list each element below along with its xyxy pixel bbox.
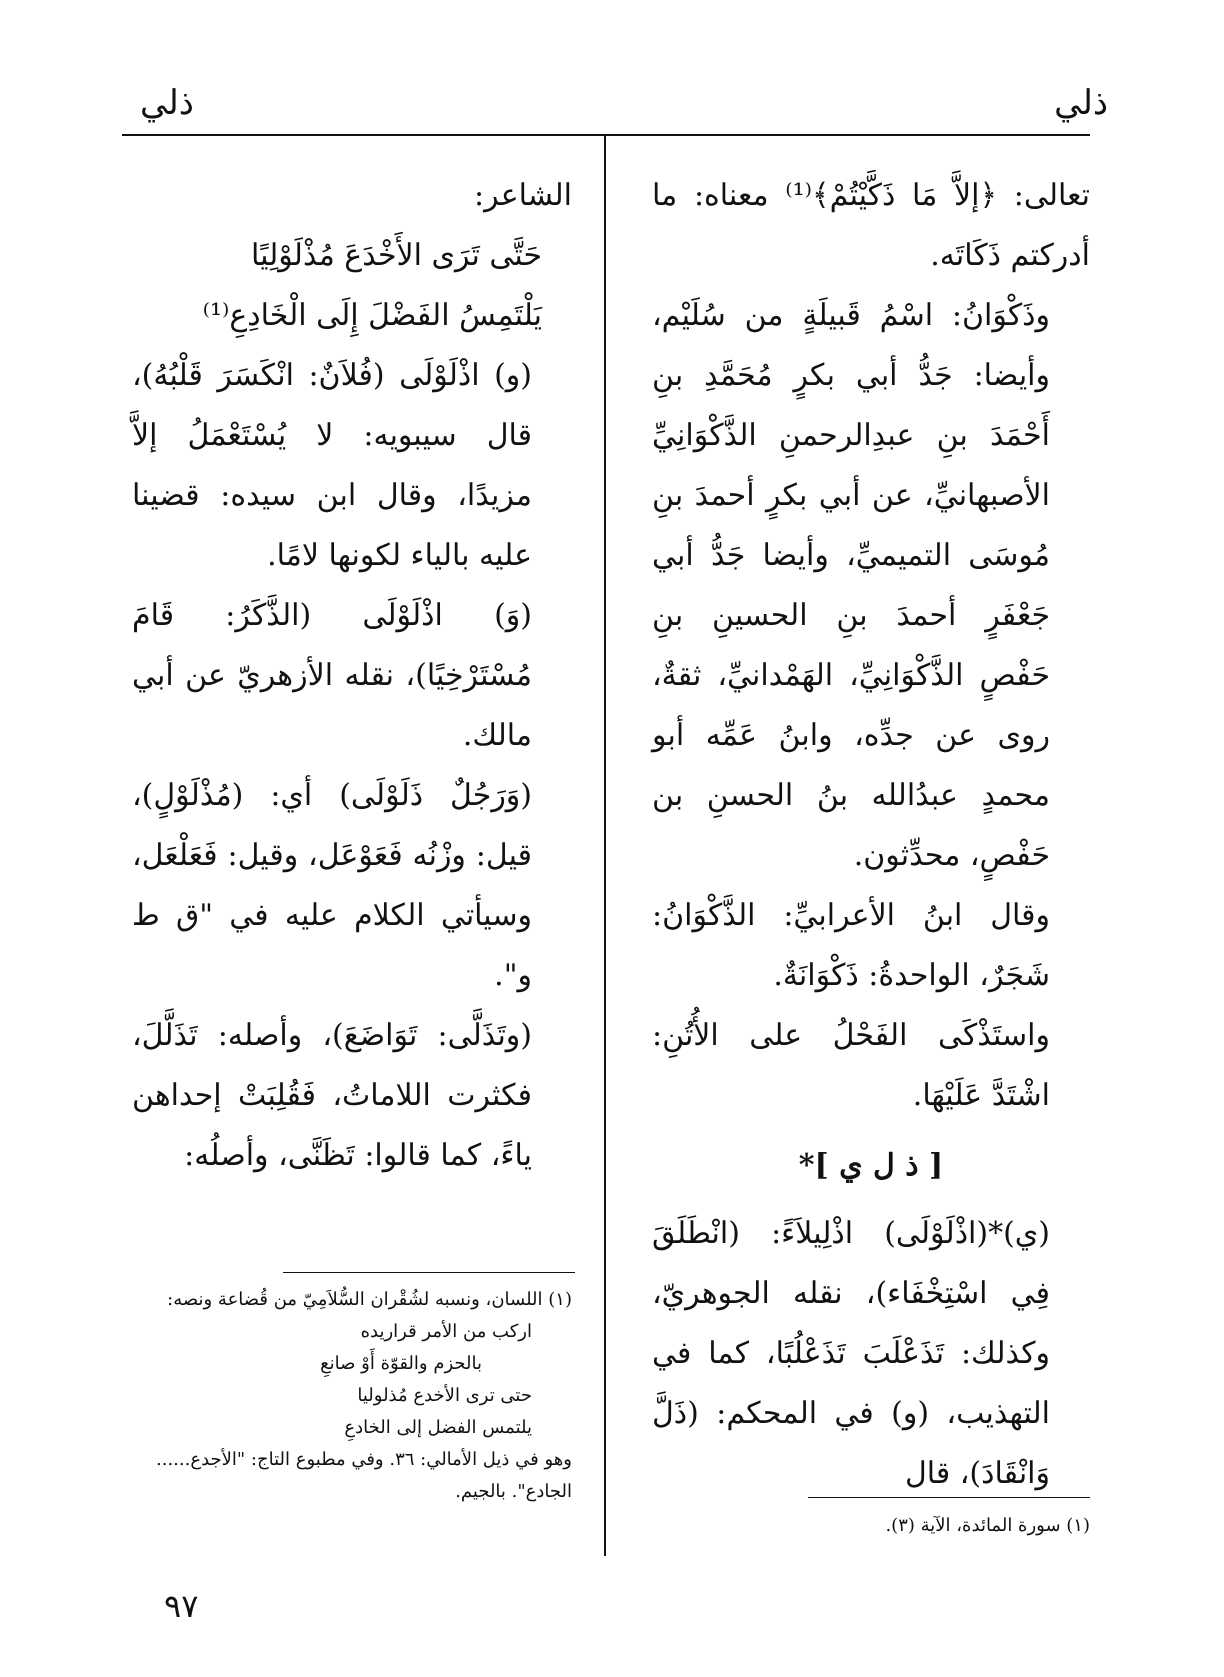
- column-divider: [604, 136, 606, 1556]
- paragraph-poet: الشاعر:: [474, 178, 572, 213]
- paragraph: تعالى: ﴿إلاَّ مَا ذَكَّيْتُمْ﴾⁽¹⁾ معناه: ما أدركتم ذَكَاتَه.: [652, 178, 1090, 273]
- page-number: ٩٧: [164, 1587, 199, 1625]
- footnote-verse: يلتمس الفضل إلى الخادعِ: [344, 1417, 532, 1438]
- footnote-verse: حتى ترى الأخدع مُذلوليا: [357, 1385, 532, 1406]
- footnotes-right: [652, 1510, 1090, 1542]
- verse-line: حَتَّى تَرَى الأَخْدَعَ مُذْلَوْلِيًا: [250, 238, 542, 273]
- left-column: [132, 166, 572, 1186]
- footnote: (١) اللسان، ونسبه لشُقْران السُّلاَمِيّ من قُضاعة ونصه:: [167, 1289, 572, 1310]
- entry-heading: [ ذ ل ي ]*: [798, 1148, 944, 1183]
- paragraph-dhakar: (وَ) اذْلَوْلَى (الذَّكَرُ: قَامَ مُسْتَرْخِيًا)، نقله الأزهريّ عن أبي مالك.: [132, 598, 532, 753]
- footnote-verse: اركب من الأمر قراريده: [360, 1321, 532, 1342]
- paragraph-idhlawla: (ي)*(اذْلَوْلَى) اذْلِيلاَءً: (انْطَلَقَ فِي اسْتِخْفَاء)، نقله الجوهريّ، وكذلك: تَذَعْلَبَ تَذَعْلُبًا، كما في التهذيب، (و) في المحكم: (ذَلَّ وَانْقَادَ)، قال: [652, 1216, 1050, 1491]
- paragraph-rajul: (وَرَجُلٌ ذَلَوْلَى) أي: (مُذْلَوْلٍ)، قيل: وزْنُه فَعَوْعَل، وقيل: فَعَلْعَل، وسيأتي الكلام عليه في "ق ط و".: [132, 778, 532, 993]
- footnote-verse: بالحزم والقوّة أَوْ صانعِ: [320, 1353, 482, 1374]
- paragraph-inkasara: (و) اذْلَوْلَى (فُلاَنٌ: انْكَسَرَ قَلْبُهُ)، قال سيبويه: لا يُسْتَعْمَلُ إلاَّ مزيدًا، وقال ابن سيده: قضينا عليه بالياء لكونها لامًا.: [132, 358, 532, 573]
- footnotes-left: [132, 1284, 572, 1508]
- footnote-rule-right: [808, 1497, 1090, 1498]
- paragraph-ibn-arabi: وقال ابنُ الأعرابيِّ: الذَّكْوَانُ: شَجَرٌ، الواحدةُ: ذَكْوَانَةٌ.: [652, 898, 1050, 993]
- footnote: (١) سورة المائدة، الآية (٣).: [885, 1515, 1090, 1536]
- running-header-left: ذلي: [140, 83, 194, 123]
- footnote-rule-left: [283, 1272, 575, 1273]
- verse-line: يَلْتَمِسُ الفَضْلَ إِلَى الْخَادِعِ⁽¹⁾: [202, 298, 542, 333]
- right-column: [652, 166, 1090, 1504]
- running-header-right: ذلي: [1054, 83, 1108, 123]
- paragraph-dhakwan: وذَكْوَانُ: اسْمُ قَبيلَةٍ من سُلَيْم، وأيضا: جَدُّ أبي بكرٍ مُحَمَّدِ بنِ أَحْمَدَ بنِ عبدِالرحمنِ الذَّكْوَانِيِّ الأصبهانيِّ، عن أبي بكرٍ أحمدَ بنِ مُوسَى التميميِّ، وأيضا جَدُّ أبي جَعْفَرٍ أحمدَ بنِ الحسينِ بنِ حَفْصٍ الذَّكْوَانِيِّ، الهَمْدانيِّ، ثقةٌ، روى عن جدِّه، وابنُ عَمِّه أبو محمدٍ عبدُالله بنُ الحسنِ بن حَفْصٍ، محدِّثون.: [652, 298, 1050, 873]
- header-rule: [122, 134, 1090, 136]
- paragraph-istadhka: واستَذْكَى الفَحْلُ على الأُتُنِ: اشْتَدَّ عَلَيْهَا.: [652, 1018, 1050, 1113]
- paragraph-tadhalla: (وتَذَلَّى: تَوَاضَعَ)، وأصله: تَذَلَّلَ، فكثرت اللاماتُ، فَقُلِبَتْ إحداهن ياءً، كما قالوا: تَظَنَّى، وأصلُه:: [132, 1018, 532, 1173]
- footnote-note: وهو في ذيل الأمالي: ٣٦. وفي مطبوع التاج: "الأجدع...... الجادع". بالجيم.: [156, 1449, 572, 1502]
